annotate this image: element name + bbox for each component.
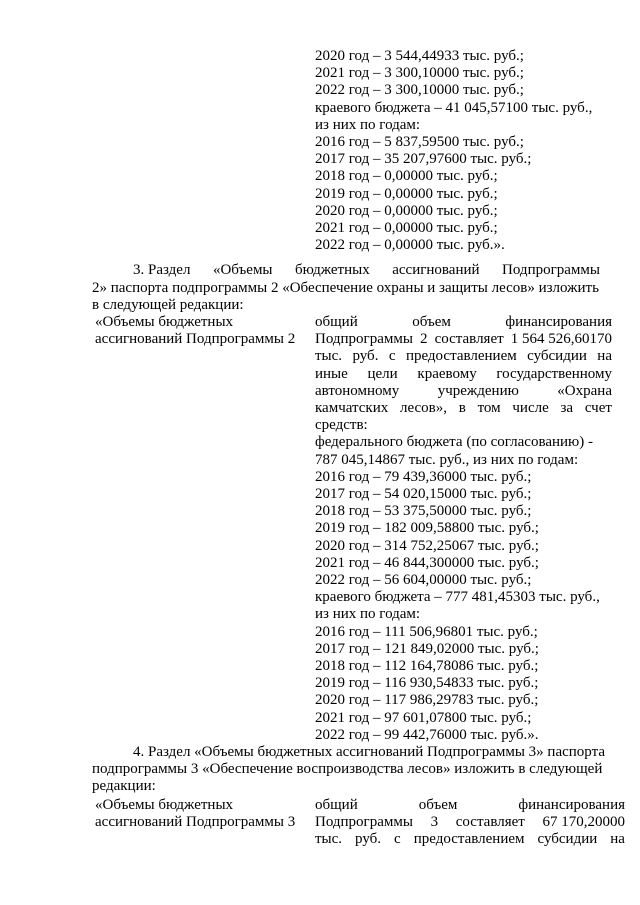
word: краевому bbox=[417, 365, 477, 382]
word: финансирования bbox=[505, 314, 612, 330]
word: за bbox=[560, 400, 574, 416]
word: 3. Раздел bbox=[133, 262, 191, 278]
word: объем bbox=[412, 314, 451, 330]
word: объем bbox=[418, 797, 458, 813]
word: иные bbox=[315, 365, 348, 382]
section3-heading-line bbox=[133, 262, 600, 279]
word: субсидии bbox=[537, 831, 598, 848]
table-right-line bbox=[315, 383, 612, 400]
table-left-label: «Объемы бюджетных bbox=[95, 797, 234, 813]
word: счет bbox=[584, 400, 612, 416]
table-right-line: 2017 год – 54 020,15000 тыс. руб.; bbox=[315, 486, 532, 502]
budget-line: 2021 год – 0,00000 тыс. руб.; bbox=[315, 220, 498, 236]
table-right-line bbox=[315, 400, 612, 417]
word: с bbox=[388, 348, 396, 365]
section3-text-line: 2» паспорта подпрограммы 2 «Обеспечение охраны и защиты лесов» изложить bbox=[92, 280, 599, 296]
word: составляет bbox=[434, 331, 504, 348]
table-right-line bbox=[315, 348, 612, 365]
table-right-line: средств: bbox=[315, 417, 368, 434]
word: камчатских bbox=[315, 400, 389, 416]
table-right-line: федерального бюджета (по согласованию) - bbox=[315, 434, 593, 451]
table-left-label: ассигнований Подпрограммы 3 bbox=[95, 814, 296, 831]
word: предоставлением bbox=[405, 348, 517, 365]
table-right-line bbox=[315, 366, 612, 383]
word: на bbox=[597, 348, 612, 365]
table-left-label: «Объемы бюджетных bbox=[95, 314, 234, 330]
word: общий bbox=[315, 797, 358, 813]
word: финансирования bbox=[518, 797, 625, 813]
budget-line: 2016 год – 5 837,59500 тыс. руб.; bbox=[315, 134, 524, 150]
table-right-line bbox=[315, 831, 625, 848]
word: Подпрограммы bbox=[315, 331, 413, 348]
word: Подпрограммы bbox=[315, 814, 413, 831]
budget-line: 2019 год – 0,00000 тыс. руб.; bbox=[315, 185, 498, 202]
table-right-line bbox=[315, 814, 625, 831]
table-right-line bbox=[315, 314, 612, 331]
table-right-line: 2022 год – 99 442,76000 тыс. руб.». bbox=[315, 726, 539, 743]
table-right-line: 2019 год – 182 009,58800 тыс. руб.; bbox=[315, 520, 539, 537]
word: бюджетных bbox=[295, 262, 370, 278]
table-right-line: 2020 год – 314 752,25067 тыс. руб.; bbox=[315, 537, 539, 554]
word: руб. bbox=[352, 348, 379, 365]
word: тыс. bbox=[315, 348, 343, 365]
word: 1 564 526,60170 bbox=[510, 331, 612, 348]
word: учреждению bbox=[437, 382, 519, 399]
table-right-line: 2022 год – 56 604,00000 тыс. руб.; bbox=[315, 572, 532, 588]
table-right-line: 2020 год – 117 986,29783 тыс. руб.; bbox=[315, 692, 539, 709]
word: «Объемы bbox=[212, 262, 273, 278]
table-right-line: 2021 год – 46 844,300000 тыс. руб.; bbox=[315, 554, 539, 571]
word: тыс. bbox=[315, 831, 343, 848]
budget-line: краевого бюджета – 41 045,57100 тыс. руб., bbox=[315, 99, 593, 116]
budget-line: 2022 год – 3 300,10000 тыс. руб.; bbox=[315, 82, 524, 99]
table-right-line: 2019 год – 116 930,54833 тыс. руб.; bbox=[315, 675, 539, 692]
section4-text-line: подпрограммы 3 «Обеспечение воспроизводства лесов» изложить в следующей bbox=[92, 761, 603, 777]
budget-line: из них по годам: bbox=[315, 116, 421, 133]
word: предоставлением bbox=[413, 831, 525, 848]
budget-line: 2018 год – 0,00000 тыс. руб.; bbox=[315, 168, 498, 185]
word: Подпрограммы bbox=[502, 262, 600, 278]
budget-line: 2020 год – 0,00000 тыс. руб.; bbox=[315, 202, 498, 219]
word: числе bbox=[512, 400, 549, 416]
budget-line: 2021 год – 3 300,10000 тыс. руб.; bbox=[315, 65, 524, 82]
table-right-line: 2017 год – 121 849,02000 тыс. руб.; bbox=[315, 640, 539, 657]
word: «Охрана bbox=[557, 382, 612, 399]
table-left-label: ассигнований Подпрограммы 2 bbox=[95, 331, 296, 348]
table-right-line: из них по годам: bbox=[315, 606, 421, 623]
word: лесов», bbox=[399, 400, 447, 416]
word: автономному bbox=[315, 382, 400, 399]
word: том bbox=[477, 400, 501, 416]
budget-line: 2017 год – 35 207,97600 тыс. руб.; bbox=[315, 151, 532, 168]
table-right-line: 2016 год – 111 506,96801 тыс. руб.; bbox=[315, 623, 538, 640]
word: 2 bbox=[420, 331, 428, 348]
section3-text-line: в следующей редакции: bbox=[92, 297, 244, 313]
table-right-line: 787 045,14867 тыс. руб., из них по годам: bbox=[315, 451, 579, 468]
word: субсидии bbox=[527, 348, 587, 365]
section4-text-line: редакции: bbox=[92, 778, 156, 794]
word: составляет bbox=[455, 814, 525, 831]
word: руб. bbox=[355, 831, 382, 848]
budget-line: 2020 год – 3 544,44933 тыс. руб.; bbox=[315, 48, 524, 64]
word: 67 170,20000 bbox=[542, 814, 625, 831]
table-right-line: 2016 год – 79 439,36000 тыс. руб.; bbox=[315, 468, 532, 485]
table-right-line bbox=[315, 797, 625, 814]
table-right-line: краевого бюджета – 777 481,45303 тыс. руб., bbox=[315, 589, 600, 606]
word: с bbox=[394, 831, 401, 848]
table-right-line: 2018 год – 112 164,78086 тыс. руб.; bbox=[315, 658, 539, 674]
word: в bbox=[458, 400, 466, 416]
word: государственному bbox=[496, 365, 612, 382]
table-right-line: 2021 год – 97 601,07800 тыс. руб.; bbox=[315, 709, 532, 726]
section4-heading-line: 4. Раздел «Объемы бюджетных ассигнований Подпрограммы 3» паспорта bbox=[133, 744, 606, 760]
word: ассигнований bbox=[392, 262, 480, 278]
table-right-line bbox=[315, 331, 612, 348]
word: общий bbox=[315, 314, 358, 330]
word: цели bbox=[367, 365, 398, 382]
table-right-line: 2018 год – 53 375,50000 тыс. руб.; bbox=[315, 503, 532, 520]
word: 3 bbox=[430, 814, 439, 831]
budget-line: 2022 год – 0,00000 тыс. руб.». bbox=[315, 237, 505, 254]
word: на bbox=[610, 831, 625, 848]
